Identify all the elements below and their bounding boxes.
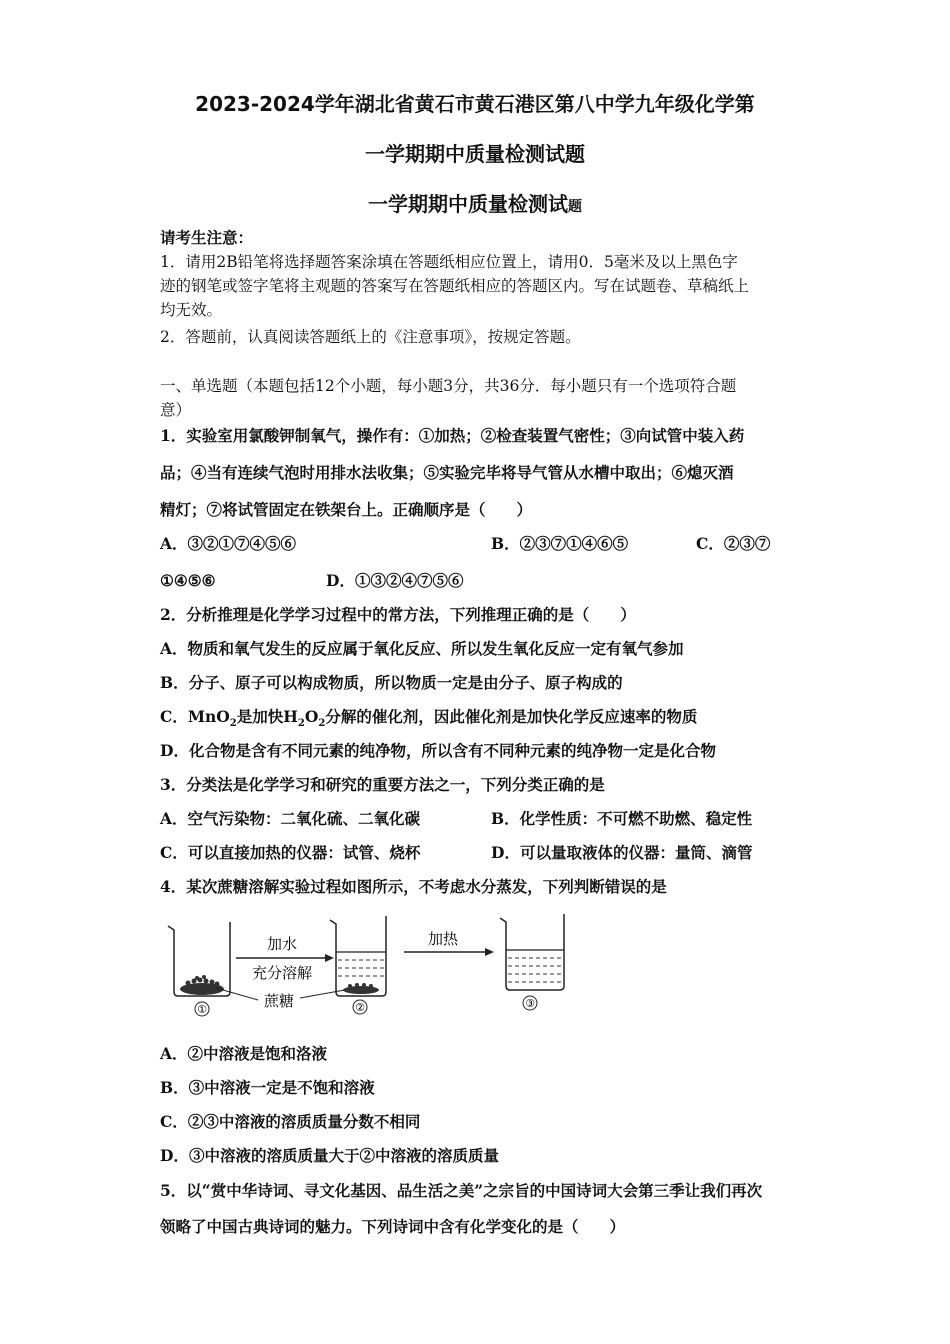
arrow-2-top-label: 加热 — [427, 930, 459, 948]
q3-option-a: A．空气污染物：二氧化硫、二氧化碳 — [160, 809, 421, 828]
exam-title-line3 — [0, 188, 950, 217]
section-heading-line1: 一、单选题（本题包括12个小题，每小题3分，共36分．每小题只有一个选项符合题 — [160, 377, 737, 395]
beaker-3 — [500, 914, 564, 990]
arrow-1-head — [325, 954, 334, 962]
notice-heading: 请考生注意： — [160, 228, 254, 247]
sugar-pointer-1 — [216, 988, 258, 1000]
exam-title-line2: 一学期期中质量检测试题 — [365, 142, 585, 166]
q4-stem: 4．某次蔗糖溶解实验过程如图所示，不考虑水分蒸发，下列判断错误的是 — [160, 877, 667, 896]
sugar-label: 蔗糖 — [263, 992, 295, 1010]
arrow-1-bottom-label: 充分溶解 — [251, 964, 313, 982]
notice-item1-line2: 迹的钢笔或签字笔将主观题的答案写在答题纸相应的答题区内。写在试题卷、草稿纸上 — [160, 277, 750, 295]
q2-option-c-mid: 是加快H — [236, 707, 298, 726]
q3-option-b: B．化学性质：不可燃不助燃、稳定性 — [491, 809, 753, 828]
beaker-2-label: ② — [355, 1001, 365, 1014]
beaker-2-solution — [338, 960, 384, 976]
q3-option-d: D．可以量取液体的仪器：量筒、滴管 — [491, 843, 753, 862]
q1-option-a: A．③②①⑦④⑤⑥ — [160, 534, 297, 553]
q4-option-c: C．②③中溶液的溶质质量分数不相同 — [160, 1112, 421, 1131]
sugar-dissolving-diagram — [160, 912, 580, 1022]
q1-option-c-continued: ①④⑤⑥ — [160, 571, 216, 590]
notice-item1-line3: 均无效。 — [160, 301, 223, 319]
beaker-3-solution — [508, 958, 562, 982]
arrow-2-head — [485, 948, 494, 956]
q3-option-c: C．可以直接加热的仪器：试管、烧杯 — [160, 843, 421, 862]
exam-title-line3-main: 一学期期中质量检测试 — [368, 192, 568, 216]
beaker-1-label: ① — [197, 1003, 207, 1016]
q2-option-c-sub3: 2 — [318, 718, 326, 730]
arrow-1-top-label: 加水 — [266, 935, 298, 953]
q4-option-d: D．③中溶液的溶质质量大于②中溶液的溶质质量 — [160, 1146, 499, 1165]
q3-stem: 3．分类法是化学学习和研究的重要方法之一，下列分类正确的是 — [160, 775, 605, 794]
q1-stem-line1: 1．实验室用氯酸钾制氧气，操作有：①加热；②检查装置气密性；③向试管中装入药 — [160, 426, 745, 445]
q2-option-c — [160, 707, 698, 730]
q4-option-a: A．②中溶液是饱和洛液 — [160, 1044, 328, 1063]
q2-option-c-mid2: O — [304, 707, 319, 726]
q2-option-a: A．物质和氧气发生的反应属于氧化反应、所以发生氧化反应一定有氧气参加 — [160, 639, 684, 658]
q1-stem-line2: 品；④当有连续气泡时用排水法收集；⑤实验完毕将导气管从水槽中取出；⑥熄灭酒 — [160, 463, 734, 482]
q2-option-c-sub2: 2 — [297, 718, 305, 730]
q1-stem-line3: 精灯；⑦将试管固定在铁架台上。正确顺序是（ ） — [160, 500, 533, 519]
q2-option-c-pre: C．MnO — [160, 707, 230, 726]
q2-option-b: B．分子、原子可以构成物质，所以物质一定是由分子、原子构成的 — [160, 673, 623, 692]
q2-option-c-sub1: 2 — [229, 718, 237, 730]
q2-option-d: D．化合物是含有不同元素的纯净物，所以含有不同种元素的纯净物一定是化合物 — [160, 741, 716, 760]
exam-title-line1: 2023-2024学年湖北省黄石市黄石港区第八中学九年级化学第 — [195, 92, 755, 116]
q5-stem-line1: 5．以“赏中华诗词、寻文化基因、品生活之美”之宗旨的中国诗词大会第三季让我们再次 — [160, 1181, 763, 1200]
q2-stem: 2．分析推理是化学学习过程中的常方法，下列推理正确的是（ ） — [160, 605, 636, 624]
beaker-3-label: ③ — [525, 997, 535, 1010]
notice-item2: 2．答题前，认真阅读答题纸上的《注意事项》，按规定答题。 — [160, 328, 581, 346]
q4-option-b: B．③中溶液一定是不饱和溶液 — [160, 1078, 375, 1097]
exam-title-line3-small: 题 — [568, 199, 582, 215]
sugar-solid-2 — [343, 983, 379, 994]
section-heading-line2: 意） — [160, 401, 192, 419]
q1-option-d: D．①③②④⑦⑤⑥ — [326, 571, 464, 590]
sugar-solid-1 — [180, 975, 224, 995]
notice-item1-line1: 1．请用2B铅笔将选择题答案涂填在答题纸相应位置上，请用0．5毫米及以上黑色字 — [160, 253, 738, 271]
q2-option-c-post: 分解的催化剂，因此催化剂是加快化学反应速率的物质 — [325, 707, 698, 726]
q1-option-b: B．②③⑦①④⑥⑤ — [491, 534, 629, 553]
q5-stem-line2: 领略了中国古典诗词的魅力。下列诗词中含有化学变化的是（ ） — [160, 1217, 626, 1236]
q1-option-c: C．②③⑦ — [696, 534, 771, 553]
